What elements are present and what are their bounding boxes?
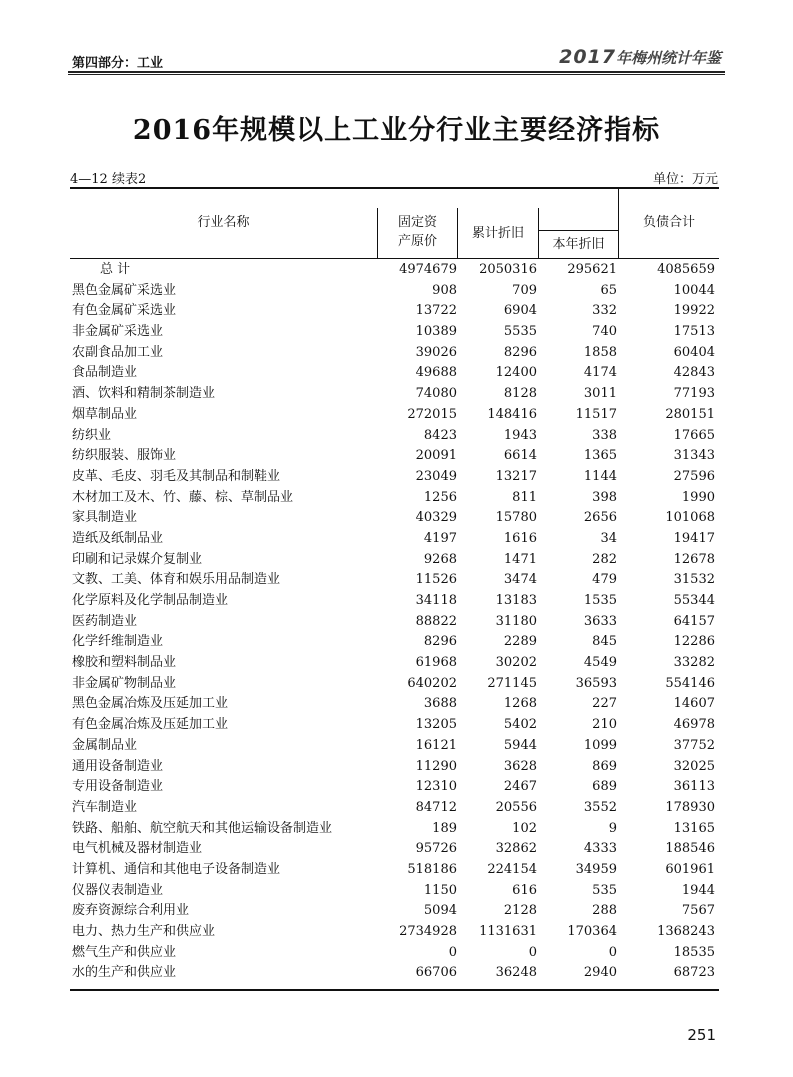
cell-depreciation: 102	[512, 820, 537, 836]
row-name: 有色金属冶炼及压延加工业	[72, 717, 229, 733]
cell-liabilities: 17513	[673, 324, 715, 340]
table-bottom-rule	[70, 989, 719, 991]
cell-fixed-assets: 518186	[407, 861, 457, 877]
table-row	[70, 963, 719, 984]
cell-liabilities: 601961	[665, 861, 715, 877]
cell-liabilities: 31343	[673, 448, 715, 464]
table-row	[70, 426, 719, 447]
cell-depreciation: 12400	[495, 365, 537, 381]
cell-depreciation: 5535	[503, 324, 537, 340]
cell-fixed-assets: 2734928	[399, 924, 457, 939]
row-name: 铁路、船舶、航空航天和其他运输设备制造业	[72, 820, 333, 836]
cell-year-depreciation: 3011	[583, 386, 617, 402]
row-name: 橡胶和塑料制品业	[72, 655, 177, 671]
cell-depreciation: 1131631	[479, 924, 537, 939]
cell-liabilities: 19922	[673, 303, 715, 319]
row-name: 通用设备制造业	[72, 758, 164, 774]
cell-depreciation: 2128	[503, 903, 537, 919]
cell-liabilities: 46978	[673, 717, 715, 733]
cell-fixed-assets: 20091	[415, 448, 457, 464]
cell-year-depreciation: 65	[600, 282, 617, 298]
cell-year-depreciation: 11517	[575, 406, 617, 422]
table-row	[70, 488, 719, 509]
yearbook-name: 年梅州统计年鉴	[615, 49, 721, 67]
row-name: 文教、工美、体育和娱乐用品制造业	[72, 572, 281, 588]
row-name: 汽车制造业	[72, 799, 138, 815]
cell-fixed-assets: 272015	[407, 406, 457, 422]
row-name: 印刷和记录媒介复制业	[72, 551, 203, 567]
row-name: 木材加工及木、竹、藤、棕、草制品业	[72, 489, 294, 505]
cell-year-depreciation: 34959	[575, 861, 617, 877]
table-row	[70, 405, 719, 426]
table-row	[70, 860, 719, 881]
cell-fixed-assets: 4974679	[399, 262, 457, 277]
cell-depreciation: 148416	[487, 406, 537, 422]
table-row	[70, 550, 719, 571]
header-rule-thin	[68, 74, 725, 75]
cell-fixed-assets: 5094	[423, 903, 457, 919]
cell-year-depreciation: 1365	[583, 448, 617, 464]
cell-fixed-assets: 66706	[415, 965, 457, 981]
cell-liabilities: 10044	[673, 282, 715, 298]
cell-depreciation: 2050316	[479, 262, 537, 277]
running-header-section: 第四部分：工业	[72, 56, 164, 71]
cell-year-depreciation: 1144	[583, 468, 617, 484]
cell-liabilities: 1944	[681, 882, 715, 898]
cell-liabilities: 1990	[681, 489, 715, 505]
cell-depreciation: 36248	[495, 965, 537, 981]
cell-year-depreciation: 479	[592, 572, 617, 588]
col-header-name: 行业名称	[197, 215, 250, 230]
cell-depreciation: 20556	[495, 799, 537, 815]
cell-fixed-assets: 1150	[423, 882, 457, 898]
cell-fixed-assets: 34118	[415, 593, 457, 608]
row-name: 烟草制品业	[72, 406, 138, 422]
row-name: 燃气生产和供应业	[72, 944, 177, 960]
cell-liabilities: 33282	[673, 655, 715, 671]
cell-fixed-assets: 12310	[415, 779, 457, 795]
cell-depreciation: 3628	[503, 758, 537, 774]
row-name: 专用设备制造业	[72, 779, 164, 795]
table-row	[70, 943, 719, 964]
table-row	[70, 281, 719, 302]
table-header-rule	[70, 258, 719, 259]
cell-fixed-assets: 39026	[415, 344, 457, 360]
row-name: 黑色金属矿采选业	[72, 282, 177, 298]
cell-year-depreciation: 288	[592, 903, 617, 919]
cell-fixed-assets: 11526	[415, 572, 457, 588]
cell-depreciation: 5402	[503, 717, 537, 733]
cell-depreciation: 271145	[487, 675, 537, 691]
cell-year-depreciation: 2656	[583, 510, 617, 526]
col-header-fixed-assets	[378, 213, 457, 251]
cell-year-depreciation: 282	[592, 551, 617, 567]
cell-fixed-assets: 189	[432, 820, 457, 836]
cell-year-depreciation: 170364	[567, 924, 617, 939]
cell-fixed-assets: 9268	[423, 551, 457, 567]
cell-liabilities: 12286	[673, 634, 715, 650]
cell-depreciation: 5944	[503, 737, 537, 753]
cell-year-depreciation: 4174	[583, 365, 617, 381]
cell-fixed-assets: 0	[448, 944, 457, 960]
cell-depreciation: 31180	[495, 613, 537, 629]
row-name: 电力、热力生产和供应业	[72, 924, 216, 939]
table-row	[70, 839, 719, 860]
row-name: 非金属矿物制品业	[72, 675, 177, 691]
cell-fixed-assets: 61968	[415, 655, 457, 671]
table-row	[70, 674, 719, 695]
cell-year-depreciation: 4549	[583, 655, 617, 671]
cell-fixed-assets: 11290	[415, 758, 457, 774]
table-row	[70, 757, 719, 778]
table-row	[70, 819, 719, 840]
running-header-yearbook	[559, 46, 721, 68]
yearbook-year: 2017	[559, 46, 616, 68]
table-row	[70, 301, 719, 322]
cell-year-depreciation: 740	[592, 324, 617, 340]
col-header-fixed-assets-line1: 固定资	[397, 215, 437, 230]
row-name: 仪器仪表制造业	[72, 882, 164, 898]
cell-fixed-assets: 16121	[415, 737, 457, 753]
row-name: 造纸及纸制品业	[72, 530, 164, 546]
subheader-rule	[538, 230, 618, 231]
cell-fixed-assets: 13722	[415, 303, 457, 319]
cell-liabilities: 12678	[673, 551, 715, 567]
table-row	[70, 591, 719, 612]
table-row	[70, 901, 719, 922]
cell-depreciation: 8296	[503, 344, 537, 360]
row-name: 食品制造业	[72, 365, 138, 381]
cell-depreciation: 616	[512, 882, 537, 898]
cell-depreciation: 811	[512, 489, 537, 505]
cell-depreciation: 1471	[503, 551, 537, 567]
row-name: 家具制造业	[72, 510, 138, 526]
col-header-year-depreciation: 本年折旧	[552, 237, 605, 252]
table-row	[70, 881, 719, 902]
cell-fixed-assets: 13205	[415, 717, 457, 733]
table-row	[70, 570, 719, 591]
cell-year-depreciation: 845	[592, 634, 617, 650]
cell-liabilities: 13165	[673, 820, 715, 836]
table-row	[70, 384, 719, 405]
table-row	[70, 715, 719, 736]
row-name: 医药制造业	[72, 613, 138, 629]
cell-liabilities: 77193	[673, 386, 715, 402]
table-id: 4—12 续表2	[70, 172, 147, 187]
row-name: 水的生产和供应业	[72, 965, 177, 981]
cell-liabilities: 7567	[681, 903, 715, 919]
cell-year-depreciation: 3633	[583, 613, 617, 629]
cell-fixed-assets: 88822	[415, 613, 457, 629]
row-name: 计算机、通信和其他电子设备制造业	[72, 861, 281, 877]
cell-liabilities: 32025	[673, 758, 715, 774]
table-row	[70, 363, 719, 384]
col-header-fixed-assets-line2: 产原价	[397, 234, 437, 249]
cell-depreciation: 13217	[495, 468, 537, 484]
cell-liabilities: 64157	[673, 613, 715, 629]
cell-year-depreciation: 1099	[583, 737, 617, 753]
cell-fixed-assets: 8296	[423, 634, 457, 650]
cell-depreciation: 2467	[503, 779, 537, 795]
cell-year-depreciation: 338	[592, 427, 617, 443]
cell-fixed-assets: 49688	[415, 365, 457, 381]
cell-fixed-assets: 10389	[415, 324, 457, 340]
cell-year-depreciation: 36593	[575, 675, 617, 691]
table-row	[70, 653, 719, 674]
table-row	[70, 777, 719, 798]
row-name: 黑色金属冶炼及压延加工业	[72, 696, 229, 712]
cell-liabilities: 17665	[673, 427, 715, 443]
row-name: 酒、饮料和精制茶制造业	[72, 386, 216, 402]
cell-year-depreciation: 398	[592, 489, 617, 505]
cell-liabilities: 36113	[673, 779, 715, 795]
table-row	[70, 467, 719, 488]
cell-liabilities: 14607	[673, 696, 715, 712]
cell-depreciation: 6904	[503, 303, 537, 319]
cell-liabilities: 178930	[665, 799, 715, 815]
table-row	[70, 446, 719, 467]
cell-depreciation: 30202	[495, 655, 537, 671]
cell-fixed-assets: 8423	[423, 427, 457, 443]
cell-depreciation: 1616	[503, 530, 537, 546]
table-row	[70, 632, 719, 653]
cell-year-depreciation: 2940	[583, 965, 617, 981]
row-name: 纺织业	[72, 427, 112, 443]
cell-depreciation: 709	[512, 282, 537, 298]
table-row	[70, 798, 719, 819]
row-name: 电气机械及器材制造业	[72, 841, 203, 857]
table-row	[70, 694, 719, 715]
header-rule	[68, 71, 725, 73]
row-name: 废弃资源综合利用业	[72, 903, 190, 919]
unit-label: 单位：万元	[652, 172, 718, 187]
cell-year-depreciation: 9	[608, 820, 617, 836]
cell-depreciation: 8128	[503, 386, 537, 402]
cell-liabilities: 68723	[673, 965, 715, 981]
col-header-depreciation: 累计折旧	[471, 226, 524, 241]
cell-liabilities: 27596	[673, 468, 715, 484]
cell-liabilities: 101068	[665, 510, 715, 526]
row-name: 农副食品加工业	[72, 344, 164, 360]
cell-depreciation: 3474	[503, 572, 537, 588]
row-name: 化学原料及化学制品制造业	[72, 593, 229, 608]
cell-liabilities: 554146	[665, 675, 715, 691]
cell-year-depreciation: 3552	[583, 799, 617, 815]
cell-year-depreciation: 227	[592, 696, 617, 712]
cell-fixed-assets: 84712	[415, 799, 457, 815]
cell-year-depreciation: 295621	[567, 262, 617, 277]
cell-liabilities: 18535	[673, 944, 715, 960]
row-name: 金属制品业	[72, 737, 138, 753]
row-name: 皮革、毛皮、羽毛及其制品和制鞋业	[72, 468, 281, 484]
cell-liabilities: 31532	[673, 572, 715, 588]
cell-year-depreciation: 4333	[583, 841, 617, 857]
table-row	[70, 343, 719, 364]
table-row	[70, 529, 719, 550]
cell-depreciation: 224154	[487, 861, 537, 877]
row-name: 纺织服装、服饰业	[72, 448, 177, 464]
cell-depreciation: 2289	[503, 634, 537, 650]
cell-depreciation: 6614	[503, 448, 537, 464]
cell-fixed-assets: 4197	[423, 530, 457, 546]
cell-liabilities: 280151	[665, 406, 715, 422]
cell-year-depreciation: 1858	[583, 344, 617, 360]
cell-liabilities: 1368243	[657, 924, 715, 939]
cell-fixed-assets: 40329	[415, 510, 457, 526]
table-body	[70, 260, 719, 984]
cell-year-depreciation: 0	[608, 944, 617, 960]
cell-depreciation: 13183	[495, 593, 537, 608]
table-row	[70, 736, 719, 757]
cell-liabilities: 42843	[673, 365, 715, 381]
page-number: 251	[687, 1026, 716, 1044]
cell-year-depreciation: 1535	[583, 593, 617, 608]
cell-depreciation: 32862	[495, 841, 537, 857]
cell-fixed-assets: 1256	[423, 489, 457, 505]
cell-fixed-assets: 74080	[415, 386, 457, 402]
col-header-liabilities: 负债合计	[642, 215, 695, 230]
cell-fixed-assets: 908	[432, 282, 457, 298]
table-row	[70, 322, 719, 343]
table-row	[70, 612, 719, 633]
cell-fixed-assets: 95726	[415, 841, 457, 857]
cell-liabilities: 60404	[673, 344, 715, 360]
table-row	[70, 508, 719, 529]
cell-year-depreciation: 689	[592, 779, 617, 795]
cell-fixed-assets: 3688	[423, 696, 457, 712]
cell-fixed-assets: 23049	[415, 468, 457, 484]
table-top-rule	[70, 187, 719, 189]
cell-year-depreciation: 34	[600, 530, 617, 546]
cell-fixed-assets: 640202	[407, 675, 457, 691]
cell-depreciation: 1268	[503, 696, 537, 712]
table-row	[70, 260, 719, 281]
row-name: 有色金属矿采选业	[72, 303, 177, 319]
row-name: 非金属矿采选业	[72, 324, 164, 340]
cell-liabilities: 188546	[665, 841, 715, 857]
page-title: 2016年规模以上工业分行业主要经济指标	[132, 115, 661, 146]
table-row	[70, 922, 719, 943]
cell-liabilities: 4085659	[657, 262, 715, 277]
cell-year-depreciation: 869	[592, 758, 617, 774]
row-name: 总 计	[100, 262, 131, 277]
cell-liabilities: 55344	[673, 593, 715, 608]
row-name: 化学纤维制造业	[72, 634, 164, 650]
cell-depreciation: 0	[528, 944, 537, 960]
cell-liabilities: 19417	[673, 530, 715, 546]
cell-depreciation: 15780	[495, 510, 537, 526]
cell-year-depreciation: 535	[592, 882, 617, 898]
cell-depreciation: 1943	[503, 427, 537, 443]
cell-year-depreciation: 332	[592, 303, 617, 319]
cell-year-depreciation: 210	[592, 717, 617, 733]
cell-liabilities: 37752	[673, 737, 715, 753]
